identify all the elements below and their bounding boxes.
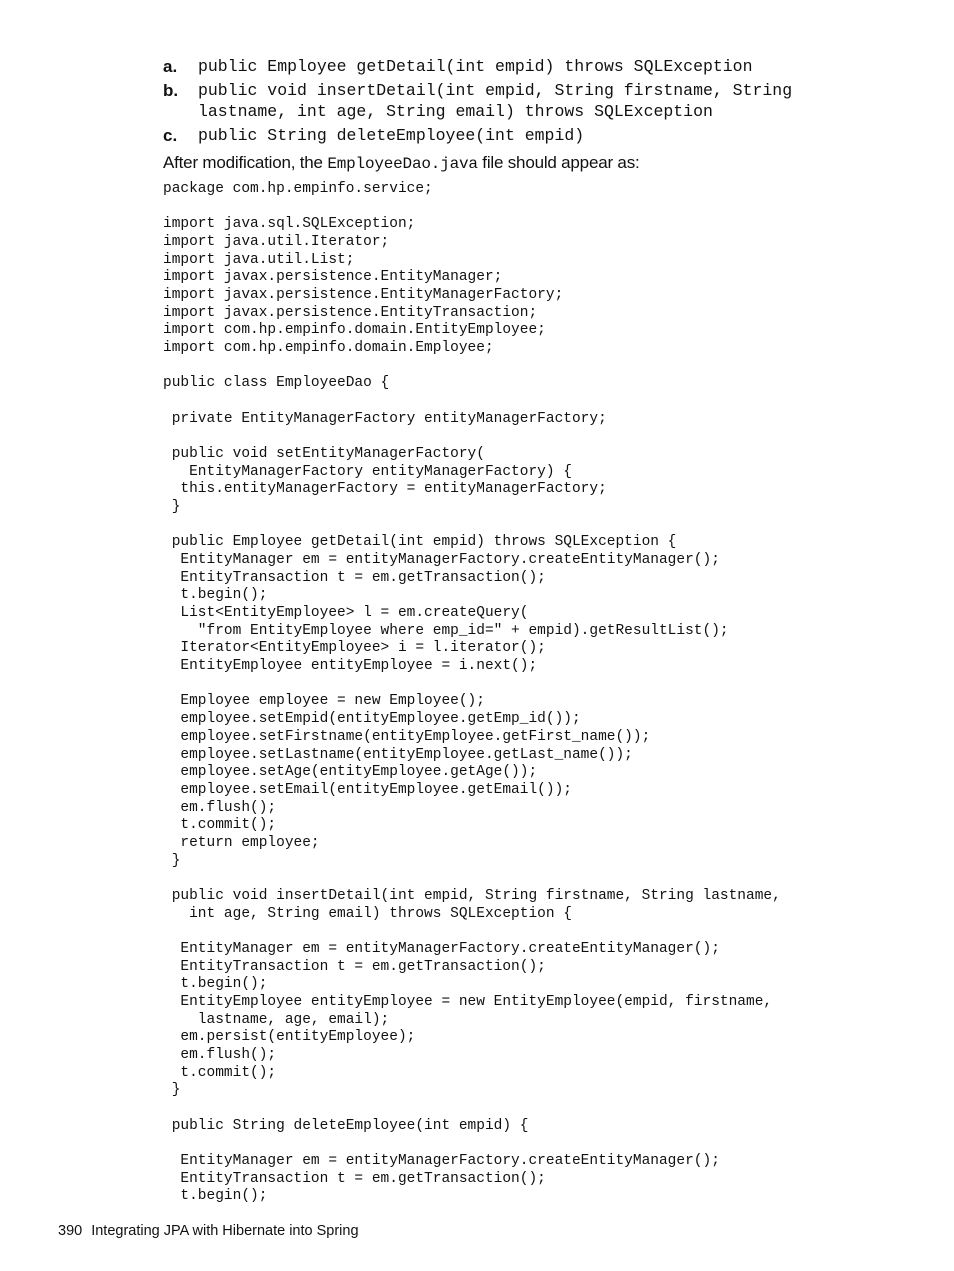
- intro-filename: EmployeeDao.java: [327, 155, 478, 173]
- list-marker: a.: [163, 57, 178, 76]
- intro-text-before: After modification, the: [163, 153, 328, 172]
- method-signature: public Employee getDetail(int empid) throws SQLException: [198, 57, 753, 76]
- chapter-title: Integrating JPA with Hibernate into Spring: [91, 1223, 359, 1239]
- intro-text-after: file should appear as:: [477, 153, 640, 172]
- method-item-c: [163, 125, 863, 146]
- code-listing: package com.hp.empinfo.service; import java.sql.SQLException; import java.util.Iterator; import java.util.List; import javax.persistence.EntityManager; import javax.persistence.EntityManagerFactory; import javax.persistence.EntityTransaction; import com.hp.empinfo.domain.EntityEmployee; import com.hp.empinfo.domain.Employee; public class EmployeeDao { private EntityManagerFactory entityManagerFactory; public void setEntityManagerFactory( EntityManagerFactory entityManagerFactory) { this.entityManagerFactory = entityManagerFactory; } public Employee getDetail(int empid) throws SQLException { EntityManager em = entityManagerFactory.createEntityManager(); EntityTransaction t = em.getTransaction(); t.begin(); List<EntityEmployee> l = em.createQuery( "from EntityEmployee where emp_id=" + empid).getResultList(); Iterator<EntityEmployee> i = l.iterator(); EntityEmployee entityEmployee = i.next(); Employee employee = new Employee(); employee.setEmpid(entityEmployee.getEmp_id()); employee.setFirstname(entityEmployee.getFirst_name()); employee.setLastname(entityEmployee.getLast_name()); employee.setAge(entityEmployee.getAge()); employee.setEmail(entityEmployee.getEmail()); em.flush(); t.commit(); return employee; } public void insertDetail(int empid, String firstname, String lastname, int age, String email) throws SQLException { EntityManager em = entityManagerFactory.createEntityManager(); EntityTransaction t = em.getTransaction(); t.begin(); EntityEmployee entityEmployee = new EntityEmployee(empid, firstname, lastname, age, email); em.persist(entityEmployee); em.flush(); t.commit(); } public String deleteEmployee(int empid) { EntityManager em = entityManagerFactory.createEntityManager(); EntityTransaction t = em.getTransaction(); t.begin();: [163, 181, 781, 1205]
- page-number: 390: [58, 1223, 83, 1239]
- intro-paragraph: [163, 152, 640, 175]
- method-item-a: [163, 56, 863, 77]
- list-marker: b.: [163, 81, 179, 100]
- method-list: [163, 56, 863, 149]
- page-footer: [58, 1222, 359, 1240]
- method-signature: public String deleteEmployee(int empid): [198, 126, 585, 145]
- method-item-b: [163, 80, 863, 122]
- list-marker: c.: [163, 126, 178, 145]
- method-signature: public void insertDetail(int empid, String firstname, String lastname, int age, String email) throws SQLException: [198, 81, 793, 121]
